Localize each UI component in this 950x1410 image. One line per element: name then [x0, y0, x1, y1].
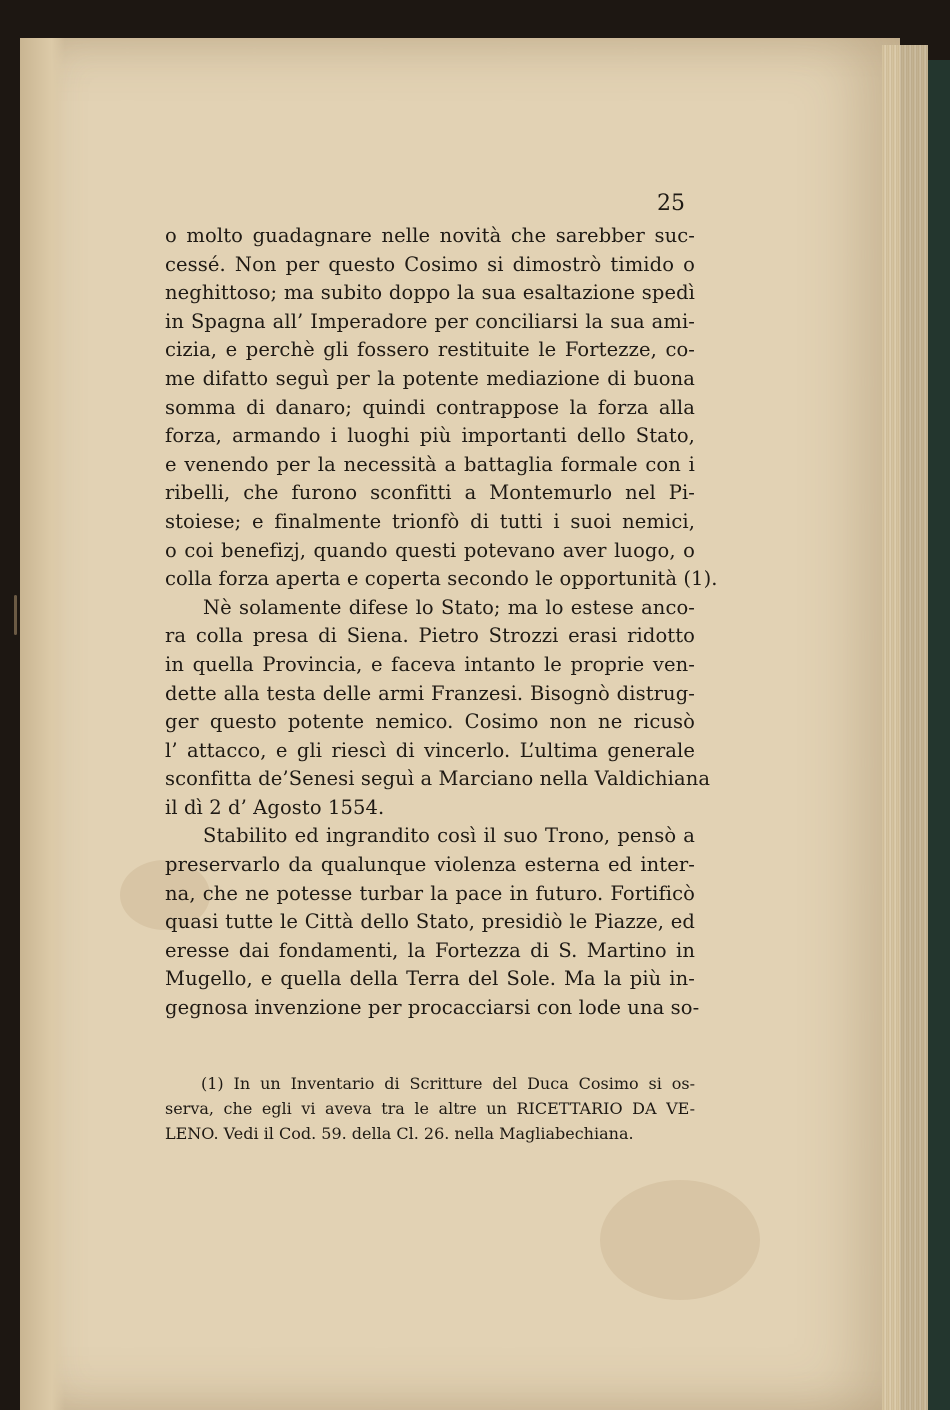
body-line: me difatto seguì per la potente mediazione di buona — [165, 366, 695, 390]
footnote-line: serva, che egli vi aveva tra le altre un RICETTARIO DA VE- — [165, 1098, 695, 1118]
body-line: ger questo potente nemico. Cosimo non ne ricusò — [165, 710, 695, 734]
body-line: ra colla presa di Siena. Pietro Strozzi erasi ridotto — [165, 624, 695, 648]
body-line: gegnosa invenzione per procacciarsi con lode una so- — [165, 996, 700, 1020]
body-line: sconfitta de’Senesi seguì a Marciano nella Valdichiana — [165, 767, 711, 791]
body-line: Mugello, e quella della Terra del Sole. Ma la più in- — [165, 967, 695, 991]
page-text — [165, 190, 718, 1146]
body-line: neghittoso; ma subito doppo la sua esaltazione spedì — [165, 281, 695, 305]
body-line: e venendo per la necessità a battaglia formale con i — [165, 452, 695, 476]
body-line: colla forza aperta e coperta secondo le opportunità (1). — [165, 567, 718, 591]
body-line: o molto guadagnare nelle novità che sarebber suc- — [165, 224, 695, 247]
page-fore-edge — [882, 45, 928, 1410]
body-line: eresse dai fondamenti, la Fortezza di S. Martino in — [165, 938, 695, 962]
paper-stain — [600, 1180, 760, 1300]
footnote-line: LENO. Vedi il Cod. 59. della Cl. 26. nella Magliabechiana. — [165, 1123, 634, 1143]
body-line: forza, armando i luoghi più importanti dello Stato, — [165, 424, 695, 448]
body-line: preservarlo da qualunque violenza esterna ed inter- — [165, 853, 695, 877]
body-line: cizia, e perchè gli fossero restituite le Fortezze, co- — [165, 338, 695, 362]
body-line: stoiese; e finalmente trionfò di tutti i suoi nemici, — [165, 509, 695, 533]
footnote-line: (1) In un Inventario di Scritture del Duca Cosimo si os- — [201, 1073, 695, 1093]
body-line: in quella Provincia, e faceva intanto le proprie ven- — [165, 652, 695, 676]
margin-pencil-mark — [14, 595, 17, 635]
body-line: ribelli, che furono sconfitti a Montemurlo nel Pi- — [165, 481, 695, 505]
body-line: cessé. Non per questo Cosimo si dimostrò timido o — [165, 252, 695, 276]
page-gutter-shadow — [20, 38, 65, 1410]
body-line: quasi tutte le Città dello Stato, presidiò le Piazze, ed — [165, 910, 695, 934]
body-line: Nè solamente difese lo Stato; ma lo estese anco- — [203, 595, 695, 619]
body-line: na, che ne potesse turbar la pace in futuro. Fortificò — [165, 881, 695, 905]
body-line: somma di danaro; quindi contrappose la forza alla — [165, 395, 695, 419]
body-line: l’ attacco, e gli riescì di vincerlo. L’ultima generale — [165, 738, 695, 762]
body-line: dette alla testa delle armi Franzesi. Bisognò distrug- — [165, 681, 695, 705]
book-cover-edge — [928, 60, 950, 1410]
body-line: in Spagna all’ Imperadore per conciliarsi la sua ami- — [165, 309, 695, 333]
page-number: 25 — [657, 191, 685, 216]
body-line: Stabilito ed ingrandito così il suo Trono, pensò a — [203, 824, 695, 848]
body-line: il dì 2 d’ Agosto 1554. — [165, 795, 385, 819]
body-line: o coi benefizj, quando questi potevano aver luogo, o — [165, 538, 695, 562]
footnotes — [165, 1071, 695, 1146]
